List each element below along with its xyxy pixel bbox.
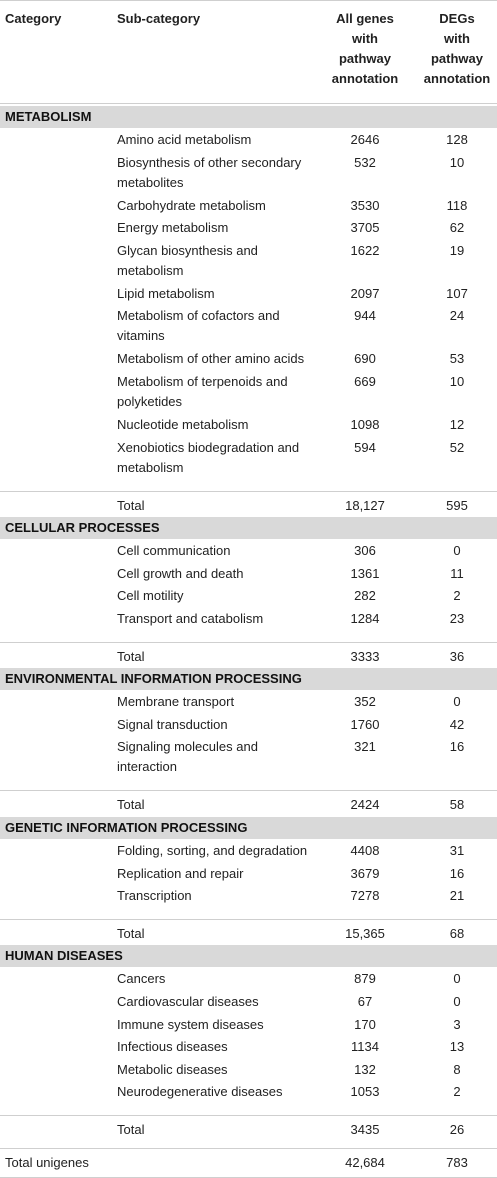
total-all-genes: 18,127 xyxy=(345,497,385,513)
subcategory-cell xyxy=(117,841,317,861)
subcategory-line: Nucleotide metabolism xyxy=(117,417,249,432)
subcategory-line: Xenobiotics biodegradation and xyxy=(117,439,300,455)
subcategory-cell xyxy=(117,586,317,606)
degs-cell: 3 xyxy=(453,1016,461,1032)
table-row xyxy=(0,586,497,609)
all-genes-cell: 879 xyxy=(354,971,376,987)
degs-cell: 62 xyxy=(449,220,465,236)
table-row xyxy=(0,241,497,284)
subcategory-cell xyxy=(117,284,317,304)
total-label: Total xyxy=(117,1122,145,1137)
subcategory-cell xyxy=(117,415,317,435)
degs-cell: 16 xyxy=(449,739,465,755)
subcategory-line: Biosynthesis of other secondary xyxy=(117,154,302,170)
subcategory-cell xyxy=(117,969,317,989)
section-title: CELLULAR PROCESSES xyxy=(5,520,160,536)
table-row xyxy=(0,438,497,481)
subcategory-line: Immune system diseases xyxy=(117,1016,264,1032)
total-degs: 36 xyxy=(449,648,465,664)
total-all-genes: 3333 xyxy=(350,648,380,664)
degs-cell: 0 xyxy=(453,971,461,987)
all-genes-cell: 669 xyxy=(354,374,376,389)
table-row xyxy=(0,372,497,415)
total-label: Total xyxy=(117,925,145,941)
subcategory-line: Replication and repair xyxy=(117,865,244,881)
table-row xyxy=(0,886,497,909)
total-degs: 26 xyxy=(449,1122,465,1137)
degs-cell: 0 xyxy=(453,543,461,559)
table-row xyxy=(0,969,497,992)
all-genes-cell: 1053 xyxy=(350,1084,380,1100)
table-row xyxy=(0,692,497,715)
total-all-genes: 2424 xyxy=(350,797,380,813)
all-genes-cell: 67 xyxy=(357,994,373,1009)
subcategory-line: Amino acid metabolism xyxy=(117,132,252,147)
degs-cell: 52 xyxy=(449,439,465,455)
degs-cell: 0 xyxy=(453,994,461,1009)
subcategory-line: Neurodegenerative diseases xyxy=(117,1084,283,1100)
section-header xyxy=(0,106,497,128)
table-row xyxy=(0,306,497,349)
degs-cell: 23 xyxy=(449,611,465,626)
degs-cell: 10 xyxy=(449,154,465,170)
all-genes-cell: 282 xyxy=(354,588,376,604)
subcategory-line: Energy metabolism xyxy=(117,220,229,236)
all-genes-cell: 132 xyxy=(354,1061,376,1077)
all-genes-cell: 2646 xyxy=(350,132,380,147)
subcategory-cell xyxy=(117,306,317,346)
section-header xyxy=(0,945,497,967)
all-genes-cell: 594 xyxy=(354,439,376,455)
total-degs: 58 xyxy=(449,797,465,813)
total-label: Total xyxy=(117,648,145,664)
total-label: Total xyxy=(117,797,145,813)
subcategory-line: Cancers xyxy=(117,971,166,987)
all-genes-cell: 170 xyxy=(354,1016,376,1032)
table-row xyxy=(0,1082,497,1105)
subcategory-line: Metabolic diseases xyxy=(117,1061,228,1077)
subcategory-line: Transport and catabolism xyxy=(117,611,264,626)
header-degs: DEGs with pathway annotation xyxy=(423,11,491,86)
table-row xyxy=(0,415,497,438)
all-genes-cell: 3705 xyxy=(350,220,380,236)
degs-cell: 13 xyxy=(449,1039,465,1055)
subcategory-cell xyxy=(117,564,317,584)
section-header xyxy=(0,668,497,690)
all-genes-cell: 532 xyxy=(354,154,376,170)
subcategory-line: Cell growth and death xyxy=(117,565,244,581)
section-header xyxy=(0,817,497,839)
subcategory-line: Cardiovascular diseases xyxy=(117,994,259,1009)
degs-cell: 118 xyxy=(446,197,468,213)
table-row xyxy=(0,609,497,632)
subcategory-cell xyxy=(117,541,317,561)
subcategory-line: Metabolism of terpenoids and xyxy=(117,374,288,389)
all-genes-cell: 2097 xyxy=(350,285,380,301)
degs-cell: 16 xyxy=(449,865,465,881)
table-row xyxy=(0,196,497,219)
table-row xyxy=(0,349,497,372)
total-degs: 68 xyxy=(449,925,465,941)
all-genes-cell: 352 xyxy=(354,694,376,710)
all-genes-cell: 1284 xyxy=(350,611,380,626)
all-genes-cell: 1098 xyxy=(350,417,380,432)
all-genes-cell: 944 xyxy=(354,308,376,324)
subcategory-cell xyxy=(117,1082,317,1102)
degs-cell: 0 xyxy=(453,694,461,710)
subcategory-cell xyxy=(117,992,317,1012)
subcategory-line: Cell communication xyxy=(117,543,231,559)
subcategory-line: Glycan biosynthesis and xyxy=(117,242,258,258)
table-row xyxy=(0,130,497,153)
subcategory-cell xyxy=(117,864,317,884)
table-row xyxy=(0,1015,497,1038)
all-genes-cell: 7278 xyxy=(350,888,380,904)
subcategory-line: interaction xyxy=(117,759,177,775)
table-row xyxy=(0,864,497,887)
grand-total-all: 42,684 xyxy=(345,1154,385,1170)
all-genes-cell: 1622 xyxy=(350,242,380,258)
table-row xyxy=(0,841,497,864)
section-title: ENVIRONMENTAL INFORMATION PROCESSING xyxy=(5,671,302,687)
degs-cell: 11 xyxy=(450,565,464,581)
degs-cell: 19 xyxy=(449,242,465,258)
section-title: GENETIC INFORMATION PROCESSING xyxy=(5,820,248,835)
table-row xyxy=(0,153,497,196)
grand-total-deg: 783 xyxy=(446,1154,468,1170)
all-genes-cell: 1134 xyxy=(351,1039,379,1055)
subcategory-line: Signaling molecules and xyxy=(117,739,258,755)
degs-cell: 53 xyxy=(449,351,465,367)
subcategory-cell xyxy=(117,1037,317,1057)
all-genes-cell: 3679 xyxy=(350,865,380,881)
table-row xyxy=(0,1037,497,1060)
section-header xyxy=(0,517,497,539)
section-total-row xyxy=(0,790,497,817)
degs-cell: 107 xyxy=(446,285,468,301)
degs-cell: 12 xyxy=(449,417,465,432)
grand-total-label: Total unigenes xyxy=(5,1154,89,1170)
subcategory-line: Lipid metabolism xyxy=(117,285,215,301)
degs-cell: 8 xyxy=(453,1061,461,1077)
subcategory-line: metabolites xyxy=(117,174,184,190)
degs-cell: 128 xyxy=(446,132,468,147)
degs-cell: 10 xyxy=(449,374,465,389)
table-row xyxy=(0,564,497,587)
subcategory-cell xyxy=(117,438,317,478)
subcategory-cell xyxy=(117,715,317,735)
degs-cell: 24 xyxy=(449,308,465,324)
subcategory-cell xyxy=(117,1060,317,1080)
degs-cell: 2 xyxy=(453,588,461,604)
subcategory-line: metabolism xyxy=(117,262,184,278)
subcategory-cell xyxy=(117,196,317,216)
degs-cell: 42 xyxy=(449,716,465,732)
all-genes-cell: 321 xyxy=(354,739,376,755)
section-title: METABOLISM xyxy=(5,109,92,124)
subcategory-line: Metabolism of other amino acids xyxy=(117,351,305,367)
subcategory-cell xyxy=(117,692,317,712)
all-genes-cell: 690 xyxy=(354,351,376,367)
subcategory-cell xyxy=(117,737,317,777)
subcategory-cell xyxy=(117,886,317,906)
section-total-row xyxy=(0,1115,497,1142)
section-total-row xyxy=(0,642,497,669)
total-all-genes: 3435 xyxy=(350,1122,380,1137)
grand-total-row xyxy=(0,1148,497,1178)
subcategory-cell xyxy=(117,609,317,629)
subcategory-line: Signal transduction xyxy=(117,716,228,732)
table-row xyxy=(0,218,497,241)
subcategory-cell xyxy=(117,1015,317,1035)
all-genes-cell: 306 xyxy=(354,543,376,559)
all-genes-cell: 3530 xyxy=(350,197,380,213)
subcategory-cell xyxy=(117,372,317,412)
header-category: Category xyxy=(5,11,62,26)
subcategory-cell xyxy=(117,153,317,193)
all-genes-cell: 4408 xyxy=(350,843,380,858)
degs-cell: 2 xyxy=(453,1084,461,1100)
subcategory-line: metabolism xyxy=(117,459,184,475)
table-row xyxy=(0,541,497,564)
degs-cell: 21 xyxy=(449,888,465,904)
section-total-row xyxy=(0,919,497,946)
subcategory-line: Membrane transport xyxy=(117,694,235,710)
subcategory-cell xyxy=(117,130,317,150)
degs-cell: 31 xyxy=(449,843,465,858)
subcategory-cell xyxy=(117,349,317,369)
header-subcategory: Sub-category xyxy=(117,11,201,26)
subcategory-line: Infectious diseases xyxy=(117,1039,228,1055)
total-label: Total xyxy=(117,497,145,513)
table-row xyxy=(0,737,497,780)
subcategory-cell xyxy=(117,241,317,281)
header-all-genes: All genes with pathway annotation xyxy=(331,11,399,86)
subcategory-cell xyxy=(117,218,317,238)
all-genes-cell: 1361 xyxy=(350,565,380,581)
table-row xyxy=(0,1060,497,1083)
subcategory-line: Folding, sorting, and degradation xyxy=(117,843,308,858)
section-title: HUMAN DISEASES xyxy=(5,948,123,964)
subcategory-line: Carbohydrate metabolism xyxy=(117,197,266,213)
subcategory-line: Transcription xyxy=(117,888,192,904)
subcategory-line: Cell motility xyxy=(117,588,184,604)
table-row xyxy=(0,284,497,307)
total-all-genes: 15,365 xyxy=(345,925,385,941)
subcategory-line: vitamins xyxy=(117,328,165,344)
subcategory-line: Metabolism of cofactors and xyxy=(117,308,280,324)
total-degs: 595 xyxy=(446,497,468,513)
table-row xyxy=(0,715,497,738)
subcategory-line: polyketides xyxy=(117,394,183,409)
all-genes-cell: 1760 xyxy=(350,716,380,732)
section-total-row xyxy=(0,491,497,518)
table-header xyxy=(0,0,497,104)
table-row xyxy=(0,992,497,1015)
